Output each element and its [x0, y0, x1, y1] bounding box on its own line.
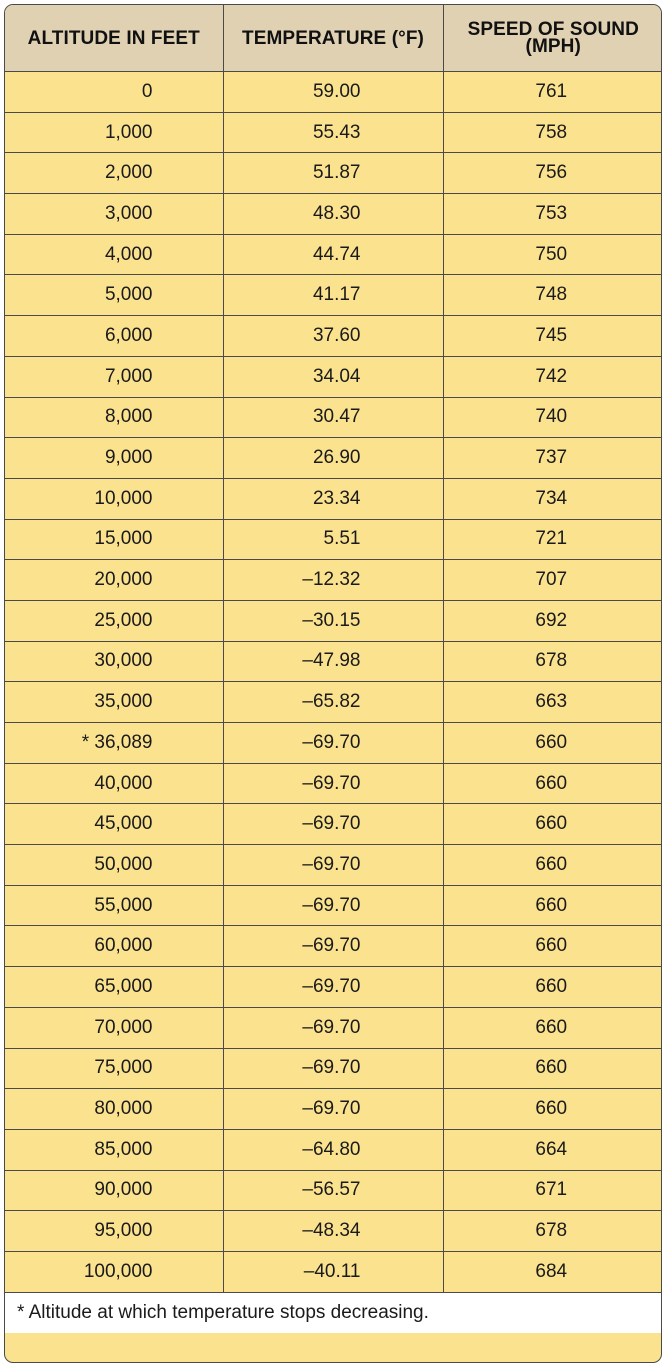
- speed-cell: 684: [443, 1251, 662, 1292]
- speed-of-sound-table-frame: [4, 4, 662, 1363]
- altitude-cell: 8,000: [5, 397, 223, 438]
- table-row: [5, 967, 662, 1008]
- speed-cell: 692: [443, 600, 662, 641]
- altitude-cell: 5,000: [5, 275, 223, 316]
- altitude-cell: 70,000: [5, 1007, 223, 1048]
- table-row: [5, 478, 662, 519]
- altitude-cell: 90,000: [5, 1170, 223, 1211]
- table-row: [5, 112, 662, 153]
- altitude-cell: 1,000: [5, 112, 223, 153]
- temperature-cell: –69.70: [223, 885, 443, 926]
- speed-cell: 756: [443, 153, 662, 194]
- temperature-cell: –65.82: [223, 682, 443, 723]
- temperature-cell: –64.80: [223, 1129, 443, 1170]
- table-row: [5, 682, 662, 723]
- footnote: * Altitude at which temperature stops decreasing.: [5, 1293, 661, 1333]
- table-row: [5, 275, 662, 316]
- temperature-cell: –56.57: [223, 1170, 443, 1211]
- temperature-cell: 23.34: [223, 478, 443, 519]
- speed-cell: 660: [443, 804, 662, 845]
- speed-cell: 734: [443, 478, 662, 519]
- temperature-cell: 44.74: [223, 234, 443, 275]
- temperature-cell: 34.04: [223, 356, 443, 397]
- altitude-cell: 6,000: [5, 316, 223, 357]
- temperature-cell: 30.47: [223, 397, 443, 438]
- speed-cell: 660: [443, 1089, 662, 1130]
- speed-cell: 721: [443, 519, 662, 560]
- speed-cell: 660: [443, 967, 662, 1008]
- temperature-cell: –69.70: [223, 763, 443, 804]
- altitude-cell: 100,000: [5, 1251, 223, 1292]
- speed-cell: 660: [443, 763, 662, 804]
- speed-cell: 664: [443, 1129, 662, 1170]
- altitude-cell: 85,000: [5, 1129, 223, 1170]
- header-row: [5, 5, 662, 72]
- table-row: [5, 1211, 662, 1252]
- speed-cell: 660: [443, 885, 662, 926]
- speed-cell: 745: [443, 316, 662, 357]
- altitude-cell: 10,000: [5, 478, 223, 519]
- table-row: [5, 560, 662, 601]
- temperature-cell: 41.17: [223, 275, 443, 316]
- speed-cell: 663: [443, 682, 662, 723]
- speed-cell: 753: [443, 194, 662, 235]
- table-row: [5, 72, 662, 113]
- altitude-cell: 25,000: [5, 600, 223, 641]
- altitude-cell: 95,000: [5, 1211, 223, 1252]
- temperature-cell: 37.60: [223, 316, 443, 357]
- speed-cell: 660: [443, 1007, 662, 1048]
- altitude-cell: 60,000: [5, 926, 223, 967]
- speed-cell: 660: [443, 845, 662, 886]
- table-row: [5, 1170, 662, 1211]
- altitude-cell: 0: [5, 72, 223, 113]
- temperature-cell: –69.70: [223, 967, 443, 1008]
- altitude-cell: 30,000: [5, 641, 223, 682]
- table-body: [5, 72, 662, 1293]
- temperature-cell: –69.70: [223, 1007, 443, 1048]
- altitude-cell: 2,000: [5, 153, 223, 194]
- header-altitude: ALTITUDE IN FEET: [5, 5, 223, 72]
- table-row: [5, 1089, 662, 1130]
- altitude-cell: 50,000: [5, 845, 223, 886]
- header-temperature: TEMPERATURE (°F): [223, 5, 443, 72]
- altitude-cell: 80,000: [5, 1089, 223, 1130]
- temperature-cell: –69.70: [223, 845, 443, 886]
- temperature-cell: 5.51: [223, 519, 443, 560]
- altitude-cell: 55,000: [5, 885, 223, 926]
- altitude-cell: * 36,089: [5, 723, 223, 764]
- temperature-cell: 26.90: [223, 438, 443, 479]
- table-row: [5, 845, 662, 886]
- speed-cell: 748: [443, 275, 662, 316]
- altitude-cell: 7,000: [5, 356, 223, 397]
- table-row: [5, 234, 662, 275]
- temperature-cell: –69.70: [223, 926, 443, 967]
- temperature-cell: –47.98: [223, 641, 443, 682]
- speed-cell: 660: [443, 723, 662, 764]
- speed-cell: 660: [443, 926, 662, 967]
- table-row: [5, 1048, 662, 1089]
- temperature-cell: –69.70: [223, 723, 443, 764]
- speed-cell: 761: [443, 72, 662, 113]
- temperature-cell: –40.11: [223, 1251, 443, 1292]
- speed-of-sound-table: [5, 5, 662, 1293]
- speed-cell: 737: [443, 438, 662, 479]
- altitude-cell: 15,000: [5, 519, 223, 560]
- altitude-cell: 20,000: [5, 560, 223, 601]
- table-row: [5, 194, 662, 235]
- speed-cell: 742: [443, 356, 662, 397]
- temperature-cell: 48.30: [223, 194, 443, 235]
- table-row: [5, 1251, 662, 1292]
- temperature-cell: –69.70: [223, 1048, 443, 1089]
- table-row: [5, 438, 662, 479]
- table-row: [5, 1129, 662, 1170]
- table-header: [5, 5, 662, 72]
- temperature-cell: –69.70: [223, 1089, 443, 1130]
- speed-cell: 707: [443, 560, 662, 601]
- altitude-cell: 65,000: [5, 967, 223, 1008]
- table-row: [5, 316, 662, 357]
- table-row: [5, 600, 662, 641]
- table-row: [5, 926, 662, 967]
- altitude-cell: 75,000: [5, 1048, 223, 1089]
- table-row: [5, 723, 662, 764]
- speed-cell: 758: [443, 112, 662, 153]
- temperature-cell: –30.15: [223, 600, 443, 641]
- header-speed-of-sound: SPEED OF SOUND (MPH): [443, 5, 662, 72]
- table-row: [5, 763, 662, 804]
- table-row: [5, 153, 662, 194]
- temperature-cell: 51.87: [223, 153, 443, 194]
- speed-cell: 750: [443, 234, 662, 275]
- speed-cell: 660: [443, 1048, 662, 1089]
- table-row: [5, 519, 662, 560]
- speed-cell: 678: [443, 641, 662, 682]
- table-row: [5, 804, 662, 845]
- table-row: [5, 356, 662, 397]
- altitude-cell: 9,000: [5, 438, 223, 479]
- speed-cell: 671: [443, 1170, 662, 1211]
- temperature-cell: 59.00: [223, 72, 443, 113]
- table-row: [5, 641, 662, 682]
- altitude-cell: 35,000: [5, 682, 223, 723]
- altitude-cell: 4,000: [5, 234, 223, 275]
- speed-cell: 740: [443, 397, 662, 438]
- table-row: [5, 885, 662, 926]
- table-row: [5, 397, 662, 438]
- temperature-cell: 55.43: [223, 112, 443, 153]
- temperature-cell: –48.34: [223, 1211, 443, 1252]
- table-row: [5, 1007, 662, 1048]
- temperature-cell: –69.70: [223, 804, 443, 845]
- temperature-cell: –12.32: [223, 560, 443, 601]
- altitude-cell: 40,000: [5, 763, 223, 804]
- altitude-cell: 3,000: [5, 194, 223, 235]
- altitude-cell: 45,000: [5, 804, 223, 845]
- speed-cell: 678: [443, 1211, 662, 1252]
